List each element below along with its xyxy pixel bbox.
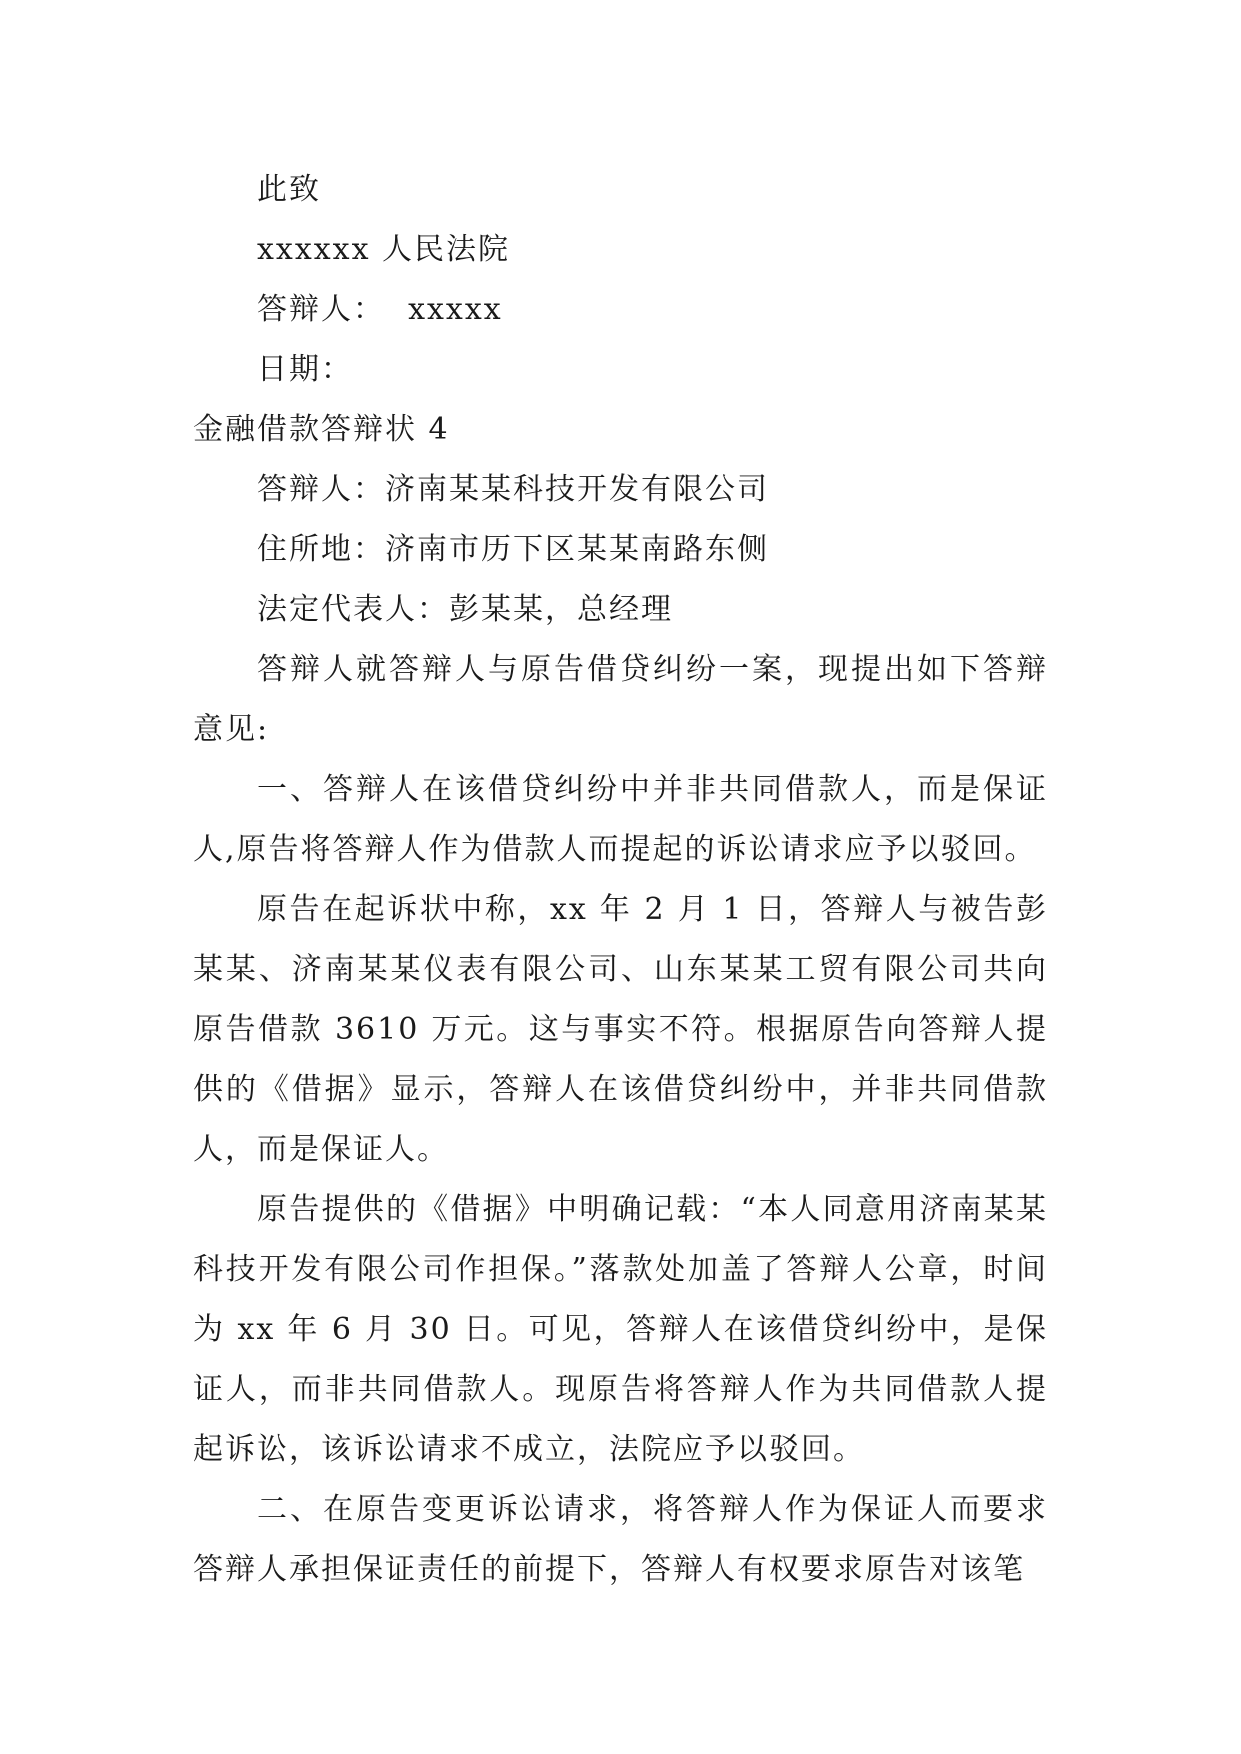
- closing-salutation: 此致: [257, 172, 321, 207]
- document-body: [193, 160, 1048, 1600]
- legal-representative: 法定代表人：彭某某，总经理: [257, 592, 673, 627]
- paragraph-receipt-evidence: 原告提供的《借据》中明确记载：“本人同意用济南某某科技开发有限公司作担保。”落款处加盖了答辩人公章，时间为 xx 年 6 月 30 日。可见，答辩人在该借贷纠纷中，是保证人，而非共同借款人。现原告将答辩人作为共同借款人提起诉讼，该诉讼请求不成立，法院应予以驳回。: [193, 1192, 1048, 1467]
- closing-court: xxxxxx 人民法院: [257, 232, 511, 267]
- paragraph-point-two: 二、在原告变更诉讼请求，将答辩人作为保证人而要求答辩人承担保证责任的前提下，答辩人有权要求原告对该笔: [193, 1492, 1048, 1587]
- closing-date: 日期：: [257, 352, 353, 387]
- paragraph-complaint-claim: 原告在起诉状中称，xx 年 2 月 1 日，答辩人与被告彭某某、济南某某仪表有限公司、山东某某工贸有限公司共向原告借款 3610 万元。这与事实不符。根据原告向答辩人提供的《借据》显示，答辩人在该借贷纠纷中，并非共同借款人，而是保证人。: [193, 892, 1048, 1167]
- closing-respondent: 答辩人： xxxxx: [257, 292, 503, 327]
- paragraph-point-one: 一、答辩人在该借贷纠纷中并非共同借款人，而是保证人,原告将答辩人作为借款人而提起的诉讼请求应予以驳回。: [193, 772, 1048, 867]
- respondent-address: 住所地：济南市历下区某某南路东侧: [257, 532, 769, 567]
- paragraph-intro: 答辩人就答辩人与原告借贷纠纷一案，现提出如下答辩意见:: [193, 652, 1048, 747]
- respondent-name: 答辩人：济南某某科技开发有限公司: [257, 472, 769, 507]
- document-title: 金融借款答辩状 4: [193, 412, 450, 447]
